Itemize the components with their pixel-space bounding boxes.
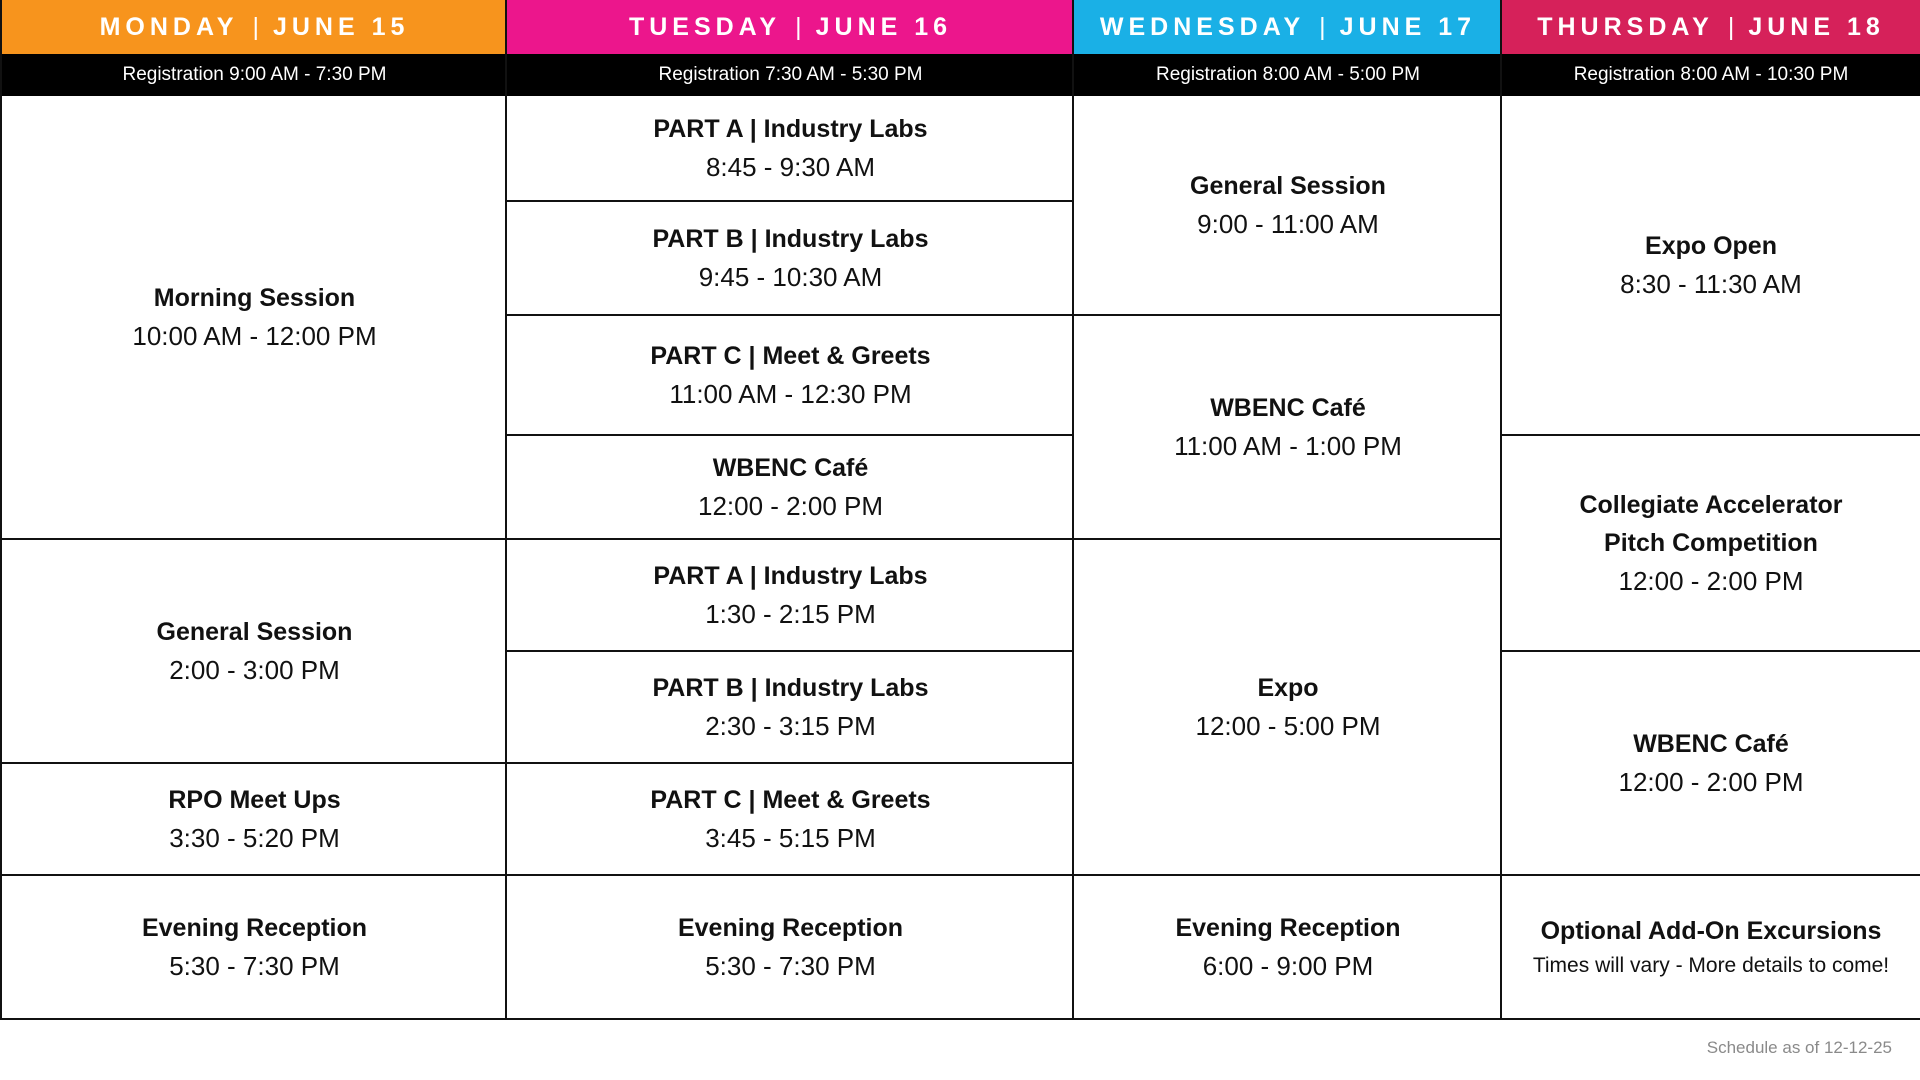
- day-date: JUNE 15: [272, 12, 410, 41]
- session-time: 5:30 - 7:30 PM: [169, 951, 340, 981]
- session-cell: [507, 316, 1074, 436]
- session-cell: [507, 876, 1074, 1020]
- session-cell: [1502, 436, 1920, 652]
- session-title: General Session: [1190, 172, 1386, 200]
- session-time: 3:30 - 5:20 PM: [169, 823, 340, 853]
- session-cell: [507, 202, 1074, 316]
- session-title: Evening Reception: [677, 914, 904, 942]
- session-time: 2:30 - 3:15 PM: [705, 711, 876, 741]
- header-separator: |: [252, 12, 259, 41]
- session-time: 10:00 AM - 12:00 PM: [132, 321, 377, 351]
- session-time: 11:00 AM - 12:30 PM: [669, 379, 912, 409]
- session-title: Morning Session: [153, 284, 356, 312]
- session-cell: [1074, 96, 1502, 316]
- session-title: PART B | Industry Labs: [652, 225, 929, 253]
- session-cell: [2, 764, 507, 876]
- session-cell: [2, 876, 507, 1020]
- session-title: PART C | Meet & Greets: [650, 342, 931, 370]
- session-time: 11:00 AM - 1:00 PM: [1174, 431, 1402, 461]
- session-cell: [1502, 652, 1920, 876]
- registration-hours: Registration 9:00 AM - 7:30 PM: [2, 54, 507, 96]
- session-time: 1:30 - 2:15 PM: [705, 599, 876, 629]
- day-date: JUNE 18: [1748, 12, 1885, 41]
- session-cell: [507, 436, 1074, 540]
- session-title: Expo: [1257, 674, 1319, 702]
- day-date: JUNE 16: [815, 12, 953, 41]
- session-note: Times will vary - More details to come!: [1532, 954, 1890, 977]
- day-column-thursday: [1500, 0, 1920, 1020]
- session-time: 2:00 - 3:00 PM: [169, 655, 340, 685]
- session-time: 12:00 - 2:00 PM: [1618, 566, 1804, 596]
- session-time: 8:45 - 9:30 AM: [705, 152, 876, 182]
- session-cell: [507, 96, 1074, 202]
- session-title: PART C | Meet & Greets: [650, 786, 931, 814]
- day-column-monday: [0, 0, 507, 1020]
- day-header-wednesday: [1074, 0, 1502, 54]
- session-title: Expo Open: [1645, 232, 1777, 260]
- session-cell: [2, 96, 507, 540]
- session-cell: [507, 764, 1074, 876]
- registration-hours: Registration 7:30 AM - 5:30 PM: [507, 54, 1074, 96]
- session-title: RPO Meet Ups: [168, 786, 341, 814]
- day-header-monday: [2, 0, 507, 54]
- session-title: General Session: [156, 618, 353, 646]
- session-cell: [507, 540, 1074, 652]
- session-title-line-2: Pitch Competition: [1604, 529, 1818, 557]
- session-cell: [1074, 876, 1502, 1020]
- day-name: THURSDAY: [1537, 12, 1714, 41]
- session-cell: [1074, 316, 1502, 540]
- session-cell: [1502, 96, 1920, 436]
- day-column-tuesday: [505, 0, 1074, 1020]
- session-time: 12:00 - 5:00 PM: [1195, 711, 1381, 741]
- session-time: 9:00 - 11:00 AM: [1197, 209, 1379, 239]
- session-time: 6:00 - 9:00 PM: [1202, 951, 1374, 981]
- day-name: TUESDAY: [628, 12, 782, 41]
- registration-hours: Registration 8:00 AM - 10:30 PM: [1502, 54, 1920, 96]
- session-time: 9:45 - 10:30 AM: [698, 262, 883, 292]
- session-cell: [1502, 876, 1920, 1020]
- header-separator: |: [795, 12, 802, 41]
- session-title: Evening Reception: [141, 914, 368, 942]
- day-header-thursday: [1502, 0, 1920, 54]
- day-name: WEDNESDAY: [1099, 12, 1306, 41]
- session-title: WBENC Café: [1210, 394, 1366, 422]
- session-cell: [2, 540, 507, 764]
- session-title: Optional Add-On Excursions: [1540, 917, 1882, 945]
- session-title: PART B | Industry Labs: [652, 674, 929, 702]
- registration-hours: Registration 8:00 AM - 5:00 PM: [1074, 54, 1502, 96]
- session-time: 3:45 - 5:15 PM: [705, 823, 876, 853]
- day-header-tuesday: [507, 0, 1074, 54]
- session-title: PART A | Industry Labs: [653, 562, 928, 590]
- session-title: WBENC Café: [712, 454, 869, 482]
- day-date: JUNE 17: [1339, 12, 1477, 41]
- header-separator: |: [1319, 12, 1326, 41]
- session-cell: [507, 652, 1074, 764]
- day-name: MONDAY: [99, 12, 239, 41]
- session-title: Evening Reception: [1175, 914, 1401, 942]
- schedule-date-note: Schedule as of 12-12-25: [1706, 1038, 1892, 1057]
- session-title: WBENC Café: [1633, 730, 1789, 758]
- day-column-wednesday: [1072, 0, 1502, 1020]
- session-time: 8:30 - 11:30 AM: [1620, 269, 1802, 299]
- header-separator: |: [1727, 12, 1735, 41]
- session-time: 12:00 - 2:00 PM: [698, 491, 883, 521]
- session-title: Collegiate Accelerator: [1579, 491, 1843, 519]
- session-time: 12:00 - 2:00 PM: [1618, 767, 1804, 797]
- session-time: 5:30 - 7:30 PM: [705, 951, 876, 981]
- session-title: PART A | Industry Labs: [653, 115, 928, 143]
- session-cell: [1074, 540, 1502, 876]
